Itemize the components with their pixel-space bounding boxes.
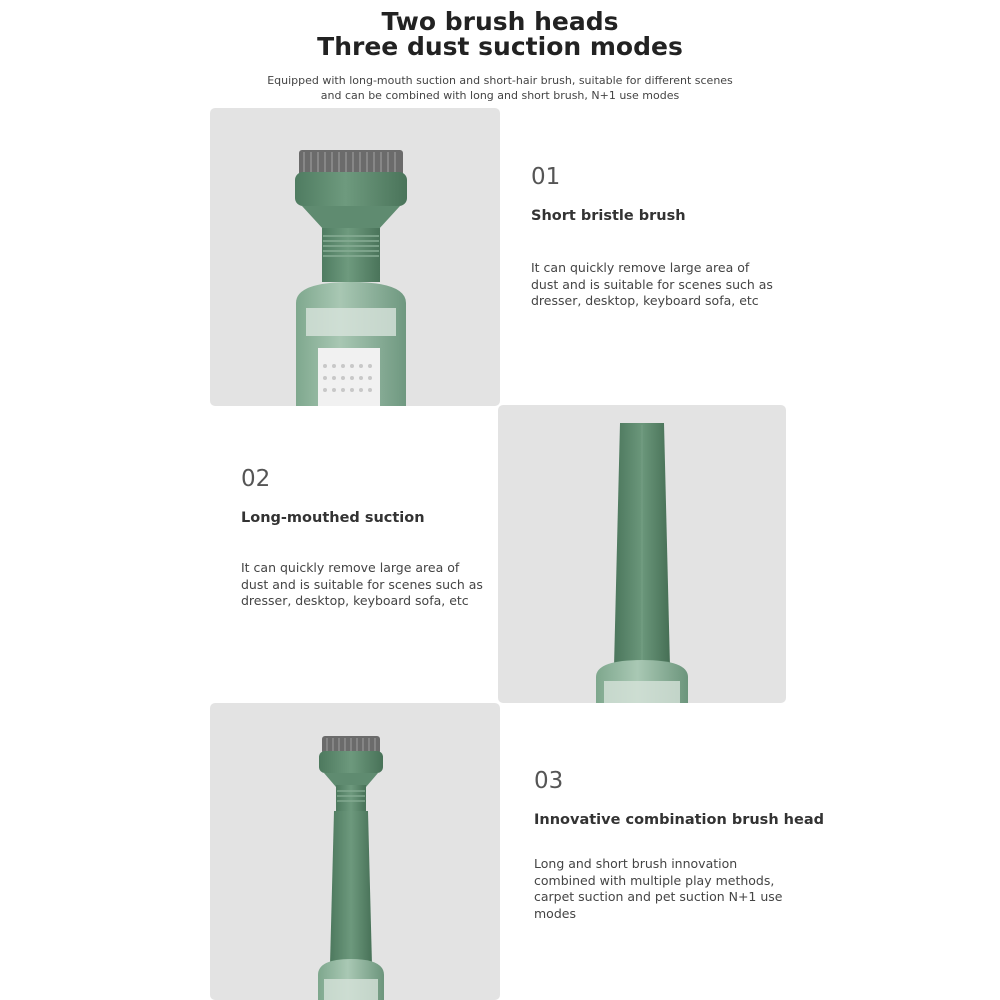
feature-desc-short-brush	[531, 260, 773, 310]
desc-line: dresser, desktop, keyboard sofa, etc	[241, 593, 469, 608]
long-nozzle-image	[498, 405, 786, 703]
short-brush-illustration	[210, 108, 500, 406]
desc-line: It can quickly remove large area of	[241, 560, 460, 575]
feature-title-long-suction: Long-mouthed suction	[241, 510, 425, 526]
feature-desc-combination-brush	[534, 856, 783, 922]
subtitle-line-1: Equipped with long-mouth suction and short-hair brush, suitable for different scenes	[267, 74, 733, 87]
desc-line: It can quickly remove large area of	[531, 260, 750, 275]
title-line-1: Two brush heads	[381, 7, 619, 36]
subtitle	[0, 73, 1000, 103]
short-brush-image	[210, 108, 500, 406]
feature-title-combination-brush: Innovative combination brush head	[534, 812, 825, 828]
desc-line: dresser, desktop, keyboard sofa, etc	[531, 293, 759, 308]
desc-line: combined with multiple play methods,	[534, 872, 775, 888]
subtitle-line-2: and can be combined with long and short brush, N+1 use modes	[320, 89, 680, 102]
feature-number-02: 02	[241, 466, 271, 492]
desc-line: dust and is suitable for scenes such as	[531, 276, 773, 292]
desc-line: modes	[534, 905, 576, 921]
feature-number-01: 01	[531, 164, 561, 190]
feature-number-03: 03	[534, 768, 564, 794]
desc-line: Long and short brush innovation	[534, 856, 738, 871]
title-line-2: Three dust suction modes	[317, 32, 683, 61]
desc-line: dust and is suitable for scenes such as	[241, 576, 483, 592]
long-nozzle-illustration	[498, 405, 786, 703]
feature-title-short-brush: Short bristle brush	[531, 208, 686, 224]
combination-brush-image	[210, 703, 500, 1000]
desc-line: carpet suction and pet suction N+1 use	[534, 889, 783, 904]
combination-brush-illustration	[210, 703, 500, 1000]
feature-desc-long-suction	[241, 560, 483, 610]
